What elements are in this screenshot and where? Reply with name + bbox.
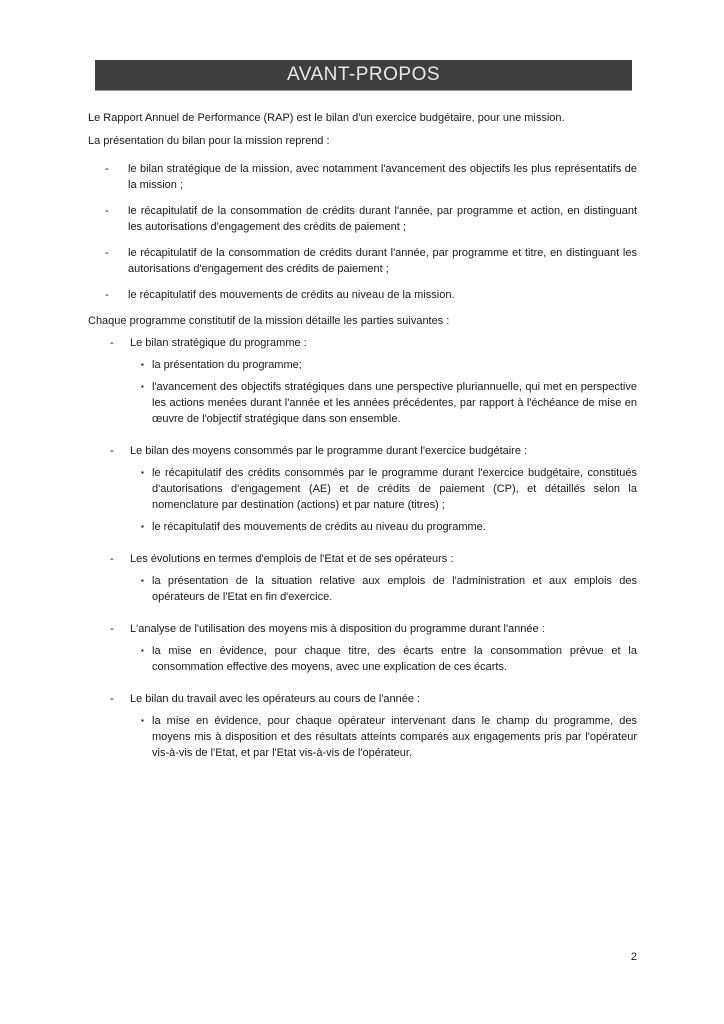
dash-marker: - [105, 289, 109, 301]
dash-marker: - [110, 553, 114, 565]
list-item-text: le récapitulatif de la consommation de crédits durant l'année, par programme et titre, en distinguant les autorisations d'engagement des crédits de paiement ; [128, 247, 637, 275]
intro-paragraph: Le Rapport Annuel de Performance (RAP) est le bilan d'un exercice budgétaire, pour une mission. [88, 112, 565, 124]
programme-section [88, 335, 637, 427]
sub-list-item [88, 519, 637, 535]
section-heading [88, 443, 637, 459]
list-item-text: le récapitulatif de la consommation de crédits durant l'année, par programme et action, en distinguant les autorisations d'engagement des crédits de paiement ; [128, 205, 637, 233]
sub-list-item-text: l'avancement des objectifs stratégiques dans une perspective pluriannuelle, qui met en perspective les actions menées durant l'année et les années précédentes, par rapport à l'échéance de mise en œuvre de l'objectif stratégique dans son ensemble. [152, 381, 637, 425]
square-bullet-icon: ▪ [141, 646, 144, 655]
dash-marker: - [105, 163, 109, 175]
section-heading-text: Le bilan stratégique du programme : [130, 337, 307, 349]
square-bullet-icon: ▪ [141, 522, 144, 531]
programme-intro-paragraph: Chaque programme constitutif de la mission détaille les parties suivantes : [88, 315, 450, 327]
section-heading [88, 551, 637, 567]
section-heading-text: Les évolutions en termes d'emplois de l'Etat et de ses opérateurs : [130, 553, 454, 565]
sub-list-item [88, 465, 637, 513]
list-item [88, 287, 637, 303]
programme-section [88, 691, 637, 761]
programme-section [88, 621, 637, 675]
square-bullet-icon: ▪ [141, 468, 144, 477]
section-heading [88, 621, 637, 637]
section-heading-text: L'analyse de l'utilisation des moyens mis à disposition du programme durant l'année : [130, 623, 545, 635]
list-item-text: le récapitulatif des mouvements de crédits au niveau de la mission. [128, 289, 455, 301]
dash-marker: - [110, 623, 114, 635]
list-item [88, 161, 637, 193]
programme-section [88, 551, 637, 605]
dash-marker: - [110, 445, 114, 457]
section-heading [88, 335, 637, 351]
page-title: AVANT-PROPOS [286, 64, 441, 85]
square-bullet-icon: ▪ [141, 382, 144, 391]
sub-list-item-text: la mise en évidence, pour chaque titre, des écarts entre la consommation prévue et la consommation effective des moyens, avec une explication de ces écarts. [152, 645, 637, 673]
sub-list-item [88, 713, 637, 761]
square-bullet-icon: ▪ [141, 716, 144, 725]
programme-section [88, 443, 637, 535]
square-bullet-icon: ▪ [141, 576, 144, 585]
sub-list-item-text: la présentation de la situation relative aux emplois de l'administration et aux emplois des opérateurs de l'Etat en fin d'exercice. [152, 575, 637, 603]
dash-marker: - [110, 693, 114, 705]
list-item [88, 203, 637, 235]
dash-marker: - [110, 337, 114, 349]
mission-list [88, 161, 637, 303]
dash-marker: - [105, 205, 109, 217]
list-item [88, 245, 637, 277]
sub-list-item-text: le récapitulatif des mouvements de crédits au niveau du programme. [152, 521, 486, 533]
section-heading [88, 691, 637, 707]
sub-list-item [88, 643, 637, 675]
section-heading-text: Le bilan du travail avec les opérateurs au cours de l'année : [130, 693, 421, 705]
sub-list-item [88, 379, 637, 427]
sub-list-item [88, 573, 637, 605]
list-item-text: le bilan stratégique de la mission, avec notamment l'avancement des objectifs les plus représentatifs de la mission ; [128, 163, 637, 191]
sub-list-item-text: le récapitulatif des crédits consommés par le programme durant l'exercice budgétaire, constitués d'autorisations d'engagement (AE) et de crédits de paiement (CP), et détaillés selon la nomenclature par destination (actions) et par nature (titres) ; [152, 467, 637, 511]
sub-list-item-text: la mise en évidence, pour chaque opérateur intervenant dans le champ du programme, des moyens mis à disposition et des résultats atteints comparés aux engagements pris par l'opérateur vis-à-vis de l'Etat, et par l'Etat vis-à-vis de l'opérateur. [152, 715, 637, 759]
sub-list-item-text: la présentation du programme; [152, 359, 302, 371]
square-bullet-icon: ▪ [141, 360, 144, 369]
section-heading-text: Le bilan des moyens consommés par le programme durant l'exercice budgétaire : [130, 445, 528, 457]
page-number: 2 [630, 951, 637, 963]
document-body [88, 110, 637, 767]
programme-sections [88, 335, 637, 761]
sub-list-item [88, 357, 637, 373]
list-lead-paragraph: La présentation du bilan pour la mission reprend : [88, 135, 330, 147]
dash-marker: - [105, 247, 109, 259]
title-banner [95, 60, 632, 91]
